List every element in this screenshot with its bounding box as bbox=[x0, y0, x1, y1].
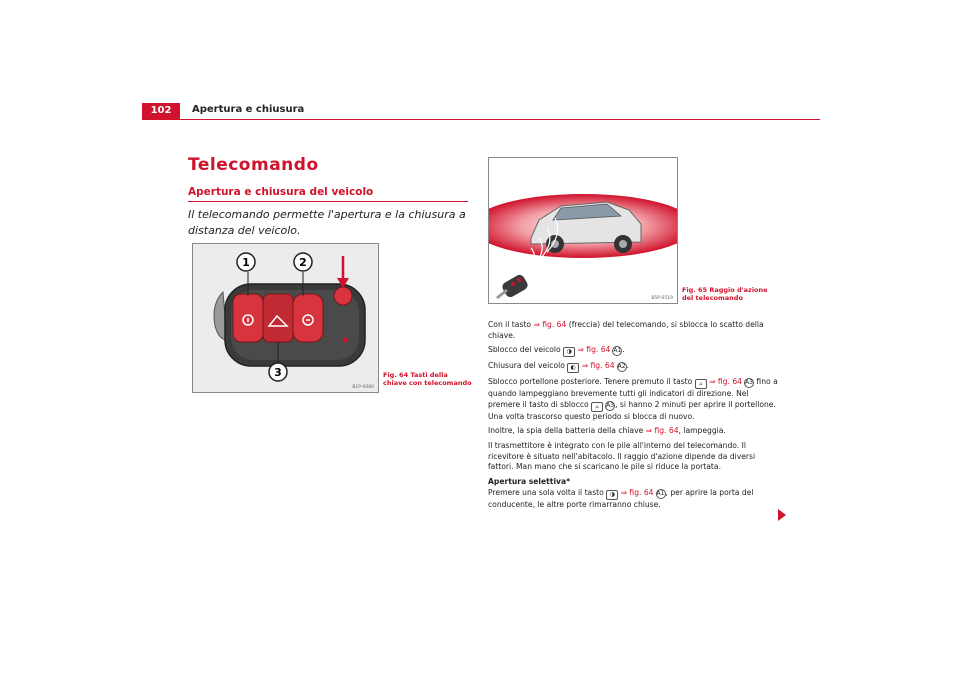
section-title: Telecomando bbox=[188, 155, 319, 175]
paragraph: Sblocco del veicolo ◑ ⇒ fig. 64 A1. bbox=[488, 345, 625, 356]
paragraph: Sblocco portellone posteriore. Tenere premuto il tasto ▵ ⇒ fig. 64 A3 fino a quando lampeggiano brevemente tutti gli indicatori di direzione. Nel premere il tasto di sblocco ▵ A3, si hanno 2 minuti per aprire il portellone. Una volta trascorso questo periodo si blocca di nuovo. bbox=[488, 377, 778, 421]
paragraph: Il trasmettitore è integrato con le pile all'interno del telecomando. Il ricevitore è situato nell'abitacolo. Il raggio d'azione dipende da diversi fattori. Man mano che si scaricano le pile si riduce la portata. bbox=[488, 440, 756, 472]
key-remote-illustration bbox=[193, 244, 378, 392]
callout-1: 1 bbox=[242, 256, 250, 269]
intro-text: Il telecomando permette l'apertura e la chiusura a distanza del veicolo. bbox=[188, 208, 466, 237]
unlock-key-icon: ◑ bbox=[606, 490, 618, 500]
callout-badge: A1 bbox=[656, 490, 665, 498]
figure-link[interactable]: ⇒ fig. 64 bbox=[581, 361, 615, 371]
figure-key-remote bbox=[192, 243, 379, 393]
callout-badge: A3 bbox=[606, 401, 615, 409]
page-number: 102 bbox=[142, 103, 180, 119]
figure-link[interactable]: ⇒ fig. 64 bbox=[533, 320, 567, 329]
figure-remote-range bbox=[488, 157, 678, 304]
figure-link[interactable]: ⇒ fig. 64 bbox=[620, 488, 654, 498]
paragraph-heading: Apertura selettiva* bbox=[488, 476, 571, 486]
subsection-rule bbox=[188, 201, 468, 202]
figure-65-caption: Fig. 65 Raggio d'azione del telecomando bbox=[682, 286, 768, 302]
figure-link[interactable]: ⇒ fig. 64 bbox=[577, 345, 611, 355]
body-text bbox=[488, 320, 778, 515]
running-title: Apertura e chiusura bbox=[192, 104, 305, 115]
callout-badge: A1 bbox=[613, 347, 622, 355]
figure-code: B5P-0519 bbox=[651, 296, 673, 301]
callout-badge: A2 bbox=[617, 363, 626, 371]
callout-3: 3 bbox=[274, 366, 282, 379]
callout-2: 2 bbox=[299, 256, 307, 269]
figure-code: B1P-0080 bbox=[352, 385, 374, 390]
callout-badge: A3 bbox=[745, 379, 753, 387]
lock-key-icon: ◐ bbox=[567, 363, 579, 373]
paragraph: Con il tasto ⇒ fig. 64 (freccia) del telecomando, si sblocca lo scatto della chiave. bbox=[488, 320, 764, 340]
figure-link[interactable]: ⇒ fig. 64 bbox=[645, 426, 679, 436]
figure-link[interactable]: ⇒ fig. 64 bbox=[709, 377, 743, 387]
paragraph: Inoltre, la spia della batteria della chiave ⇒ fig. 64, lampeggia. bbox=[488, 426, 726, 436]
subsection-title: Apertura e chiusura del veicolo bbox=[188, 186, 374, 198]
paragraph: Chiusura del veicolo ◐ ⇒ fig. 64 A2. bbox=[488, 361, 629, 372]
tailgate-key-icon: ▵ bbox=[591, 402, 603, 412]
tailgate-key-icon: ▵ bbox=[695, 379, 707, 389]
figure-64-caption: Fig. 64 Tasti della chiave con telecomando bbox=[383, 371, 472, 387]
unlock-key-icon: ◑ bbox=[563, 347, 575, 357]
header-rule bbox=[142, 119, 820, 120]
paragraph: Premere una sola volta il tasto ◑ ⇒ fig. 64 A1, per aprire la porta del conducente, le altre porte rimarranno chiuse. bbox=[488, 488, 754, 510]
remote-range-illustration bbox=[489, 158, 677, 303]
continue-arrow-icon bbox=[778, 509, 786, 521]
